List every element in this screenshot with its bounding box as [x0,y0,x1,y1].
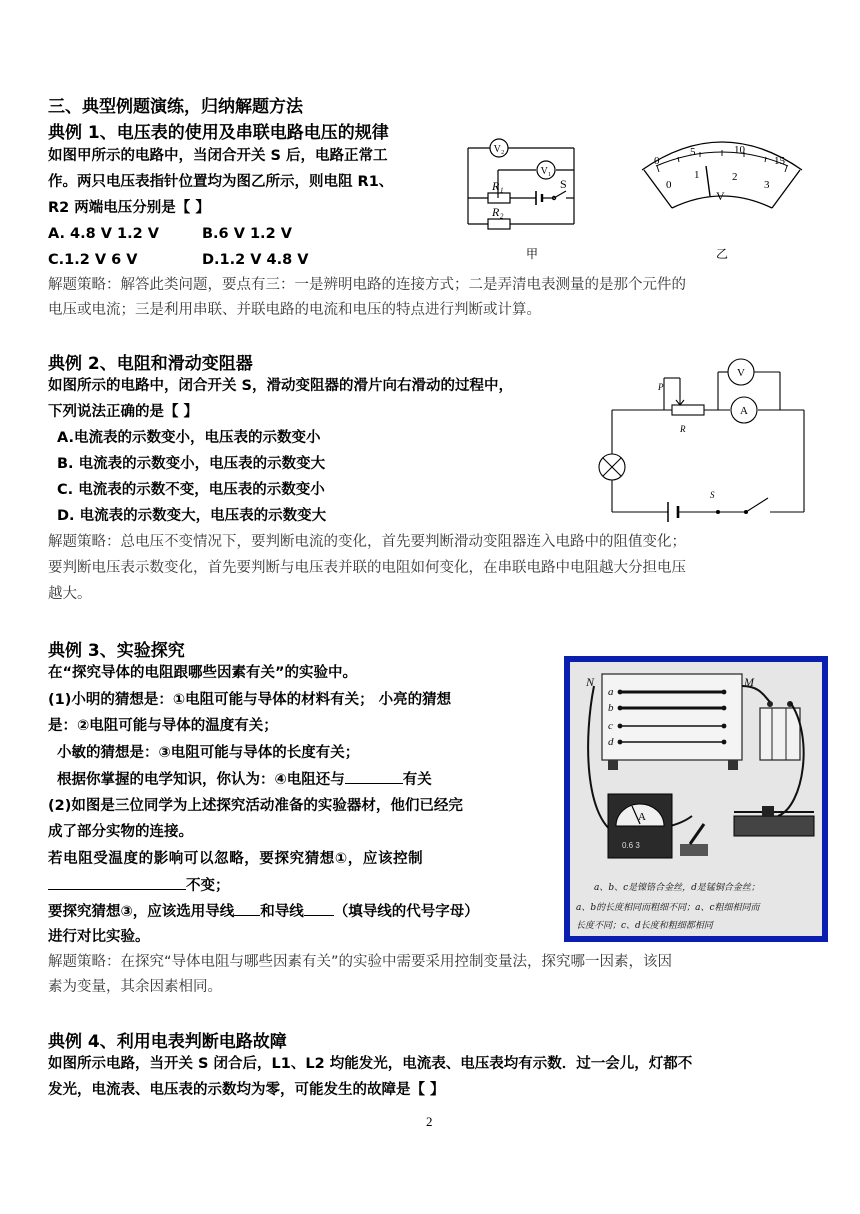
example-3-q1-line-3: 小敏的猜想是：③电阻可能与导体的长度有关； [57,745,360,761]
example-2-line-2: 下列说法正确的是【 】 [48,404,199,420]
answer-blank-wire-2[interactable] [304,899,334,916]
example-4-line-2: 发光，电流表、电压表的示数均为零，可能发生的故障是【 】 [48,1082,445,1098]
example-3-q1-guess4-suffix: 有关 [402,772,432,788]
circuit-diagram-rheostat [594,358,814,528]
example-3-strategy-line-2: 素为变量，其余因素相同。 [48,979,222,995]
figure-yi-caption: 乙 [716,247,729,261]
switch-s-label: S [560,177,567,191]
example-1-option-d: D.1.2 V 4.8 V [202,252,309,268]
dial-bottom-tick-0: 0 [666,179,672,191]
example-3-q2-line-5 [48,899,479,924]
section-title: 三、典型例题演练，归纳解题方法 [48,97,303,117]
ammeter-scale-label: 0.6 3 [622,841,640,850]
photo-caption-line-2: a、b的长度相同而粗细不同；a、c粗细相同而 [576,903,760,913]
ammeter-label: A [740,405,748,417]
example-3-q2-wire-prefix: 要探究猜想③，应该选用导线 [48,904,235,920]
ammeter-dial-label: A [638,811,646,823]
example-2-strategy-line-1: 解题策略：总电压不变情况下，要判断电流的变化，首先要判断滑动变阻器连入电路中的阻值变化； [48,534,686,550]
example-1-line-3: R2 两端电压分别是【 】 [48,200,210,216]
wire-label-d: d [608,736,614,748]
dial-top-tick-0: 0 [654,155,660,167]
voltmeter-v1-label: V₁ [540,166,552,177]
photo-caption-line-3: 长度不同；c、d长度和粗细都相同 [576,921,713,931]
voltmeter-label: V [737,367,745,379]
example-4-title: 典例 4、利用电表判断电路故障 [48,1032,287,1052]
example-3-q2-line-2: 成了部分实物的连接。 [48,824,193,840]
example-3-q2-line-1: (2)如图是三位同学为上述探究活动准备的实验器材，他们已经完 [48,798,463,814]
rheostat-symbol [672,405,704,415]
wire-board [602,674,742,760]
dial-needle [706,166,710,196]
resistor-r2-label: R₂ [492,205,504,219]
knife-switch [680,844,708,856]
wire-label-a: a [608,686,614,698]
photo-caption-line-1: a、b、c是镍铬合金丝，d是锰铜合金丝； [594,883,760,893]
experiment-apparatus-photo [564,656,828,942]
figure-jia-caption: 甲 [526,247,539,261]
example-2-option-d: D. 电流表的示数变大，电压表的示数变大 [57,508,327,524]
example-3-intro: 在“探究导体的电阻跟哪些因素有关”的实验中。 [48,665,358,681]
battery-box [760,708,800,760]
example-1-title: 典例 1、电压表的使用及串联电路电压的规律 [48,123,389,143]
terminal-m-label: M [744,675,754,689]
rheostat-device [734,816,814,836]
example-1-strategy-line-2: 电压或电流；三是利用串联、并联电路的电流和电压的特点进行判断或计算。 [48,302,541,318]
example-2-option-c: C. 电流表的示数不变，电压表的示数变小 [57,482,325,498]
example-3-q2-wire-middle: 和导线 [260,904,304,920]
circuit-diagram-jia [462,134,582,264]
example-1-option-a: A. 4.8 V 1.2 V [48,226,160,242]
dial-top-tick-5: 5 [690,146,696,158]
page-number: 2 [426,1114,433,1129]
dial-bottom-tick-2: 2 [732,171,738,183]
example-3-q2-line-6: 进行对比实验。 [48,929,150,945]
example-3-q2-line-3: 若电阻受温度的影响可以忽略，要探究猜想①，应该控制 [48,851,424,867]
example-2-title: 典例 2、电阻和滑动变阻器 [48,354,253,374]
resistor-r1-label: R₁ [492,179,504,193]
example-3-q1-line-1: (1)小明的猜想是：①电阻可能与导体的材料有关； 小亮的猜想 [48,692,452,708]
answer-blank-wire-1[interactable] [234,899,260,916]
example-2-strategy-line-3: 越大。 [48,586,92,602]
switch-s-label: S [710,490,715,500]
voltmeter-v2-label: V₂ [493,144,505,155]
example-3-q2-wire-suffix: （填导线的代号字母） [333,904,479,920]
resistor-r2-symbol [488,219,510,229]
wire-label-c: c [608,720,613,732]
example-3-strategy-line-1: 解题策略：在探究“导体电阻与哪些因素有关”的实验中需要采用控制变量法，探究哪一因素，该因 [48,954,673,970]
dial-top-tick-10: 10 [734,144,745,156]
example-4-line-1: 如图所示电路，当开关 S 闭合后，L1、L2 均能发光，电流表、电压表均有示数．过一会儿，灯都不 [48,1056,693,1072]
example-3-q2-control-suffix: 不变； [186,878,230,894]
slider-p-label: P [658,382,664,392]
rheostat-r-label: R [680,424,686,434]
example-1-strategy-line-1: 解题策略：解答此类问题，要点有三：一是辨明电路的连接方式；二是弄清电表测量的是那个元件的 [48,277,686,293]
example-3-q1-line-2: 是：②电阻可能与导体的温度有关； [48,718,278,734]
dial-top-tick-15: 15 [774,155,785,167]
terminal-n-label: N [586,675,595,689]
dial-bottom-tick-1: 1 [694,169,700,181]
example-2-option-a: A.电流表的示数变小，电压表的示数变小 [57,430,321,446]
example-3-q2-line-4 [48,873,230,898]
dial-unit-label: V [716,189,725,203]
dial-bottom-tick-3: 3 [764,179,770,191]
example-2-strategy-line-2: 要判断电压表示数变化，首先要判断与电压表并联的电阻如何变化，在串联电路中电阻越大分担电压 [48,560,686,576]
example-2-line-1: 如图所示的电路中，闭合开关 S，滑动变阻器的滑片向右滑动的过程中， [48,378,513,394]
answer-blank-control-variable[interactable] [48,873,186,890]
answer-blank-guess4[interactable] [345,767,403,784]
resistor-r1-symbol [488,193,510,203]
example-1-option-c: C.1.2 V 6 V [48,252,138,268]
example-3-q1-line-4 [57,767,432,792]
example-3-title: 典例 3、实验探究 [48,641,185,661]
example-1-line-2: 作。两只电压表指针位置均为图乙所示，则电阻 R1、 [48,174,394,190]
voltmeter-dial-yi [636,128,808,264]
example-3-q1-guess4-prefix: 根据你掌握的电学知识，你认为：④电阻还与 [57,772,345,788]
wire-label-b: b [608,702,614,714]
example-1-option-b: B.6 V 1.2 V [202,226,292,242]
example-1-line-1: 如图甲所示的电路中，当闭合开关 S 后，电路正常工 [48,148,388,164]
example-2-option-b: B. 电流表的示数变小，电压表的示数变大 [57,456,326,472]
